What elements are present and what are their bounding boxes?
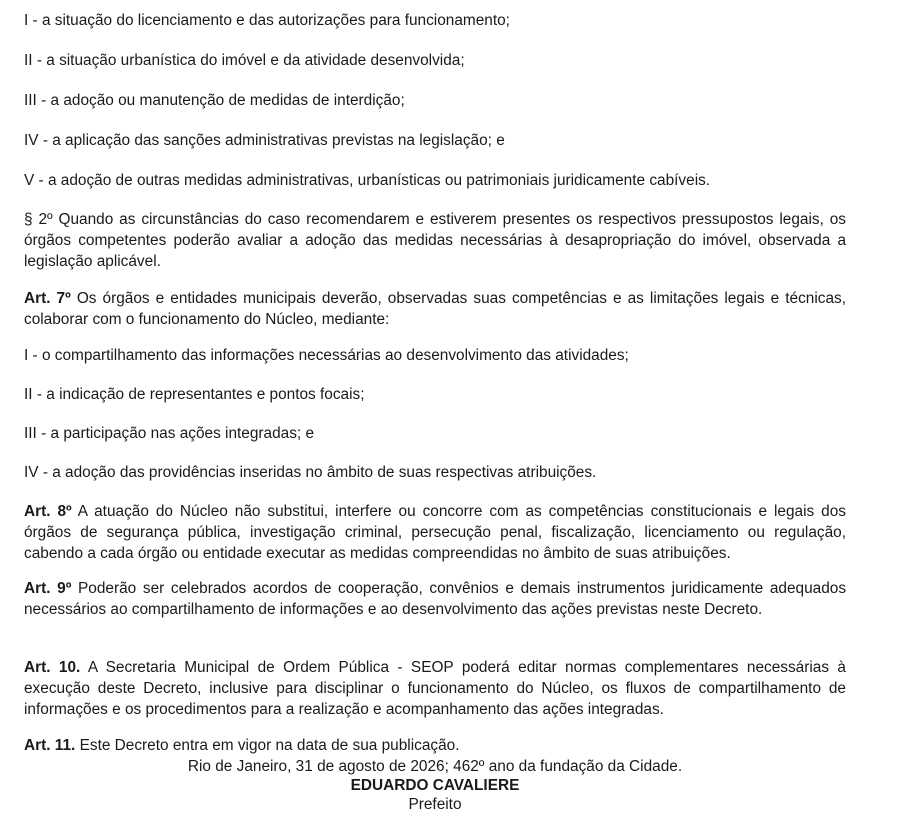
article-11-text: Este Decreto entra em vigor na data de sua publicação. <box>79 737 460 754</box>
signatory-name: EDUARDO CAVALIERE <box>350 777 520 794</box>
item-a-2: II - a situação urbanística do imóvel e da atividade desenvolvida; <box>24 52 465 69</box>
item-b-1: I - o compartilhamento das informações necessárias ao desenvolvimento das atividades; <box>24 347 629 364</box>
item-a-3: III - a adoção ou manutenção de medidas de interdição; <box>24 92 405 109</box>
item-b-3: III - a participação nas ações integradas; e <box>24 425 315 442</box>
article-9-text: Poderão ser celebrados acordos de cooperação, convênios e demais instrumentos juridicamente adequados necessários ao compartilhamento de informações e ao desenvolvimento das ações previstas neste Decreto. <box>24 580 847 618</box>
article-10 <box>24 657 846 720</box>
article-8-text: A atuação do Núcleo não substitui, interfere ou concorre com as competências constitucionais e legais dos órgãos de segurança pública, investigação criminal, persecução penal, fiscalização, licenciamento ou regulação, cabendo a cada órgão ou entidade executar as medidas compreendidas no âmbito de suas atribuições. <box>24 503 846 562</box>
article-10-text: A Secretaria Municipal de Ordem Pública - SEOP poderá editar normas complementares necessárias à execução deste Decreto, inclusive para disciplinar o funcionamento do Núcleo, os fluxos de compartilhamento de informações e os procedimentos para a realização e acompanhamento das ações integradas. <box>24 659 846 718</box>
article-7 <box>24 288 846 330</box>
article-7-label: Art. 7º <box>24 290 71 307</box>
item-b-4: IV - a adoção das providências inseridas no âmbito de suas respectivas atribuições. <box>24 464 597 481</box>
signatory-title: Prefeito <box>408 796 462 813</box>
item-b-2: II - a indicação de representantes e pontos focais; <box>24 386 365 403</box>
article-8-label: Art. 8º <box>24 503 72 520</box>
article-11 <box>24 735 846 756</box>
article-11-label: Art. 11. <box>24 737 76 754</box>
article-7-text: Os órgãos e entidades municipais deverão, observadas suas competências e as limitações legais e técnicas, colaborar com o funcionamento do Núcleo, mediante: <box>24 290 846 328</box>
article-9 <box>24 578 846 620</box>
article-10-label: Art. 10. <box>24 659 81 676</box>
place-date: Rio de Janeiro, 31 de agosto de 2026; 462º ano da fundação da Cidade. <box>187 758 683 775</box>
paragraph-2: § 2º Quando as circunstâncias do caso recomendarem e estiverem presentes os respectivos pressupostos legais, os órgãos competentes poderão avaliar a adoção das medidas necessárias à desapropriação do imóvel, observada a legislação aplicável. <box>24 211 846 270</box>
item-a-4: IV - a aplicação das sanções administrativas previstas na legislação; e <box>24 132 505 149</box>
item-a-1: I - a situação do licenciamento e das autorizações para funcionamento; <box>24 12 510 29</box>
item-a-5: V - a adoção de outras medidas administrativas, urbanísticas ou patrimoniais juridicamente cabíveis. <box>24 172 711 189</box>
article-8 <box>24 501 846 564</box>
article-9-label: Art. 9º <box>24 580 72 597</box>
